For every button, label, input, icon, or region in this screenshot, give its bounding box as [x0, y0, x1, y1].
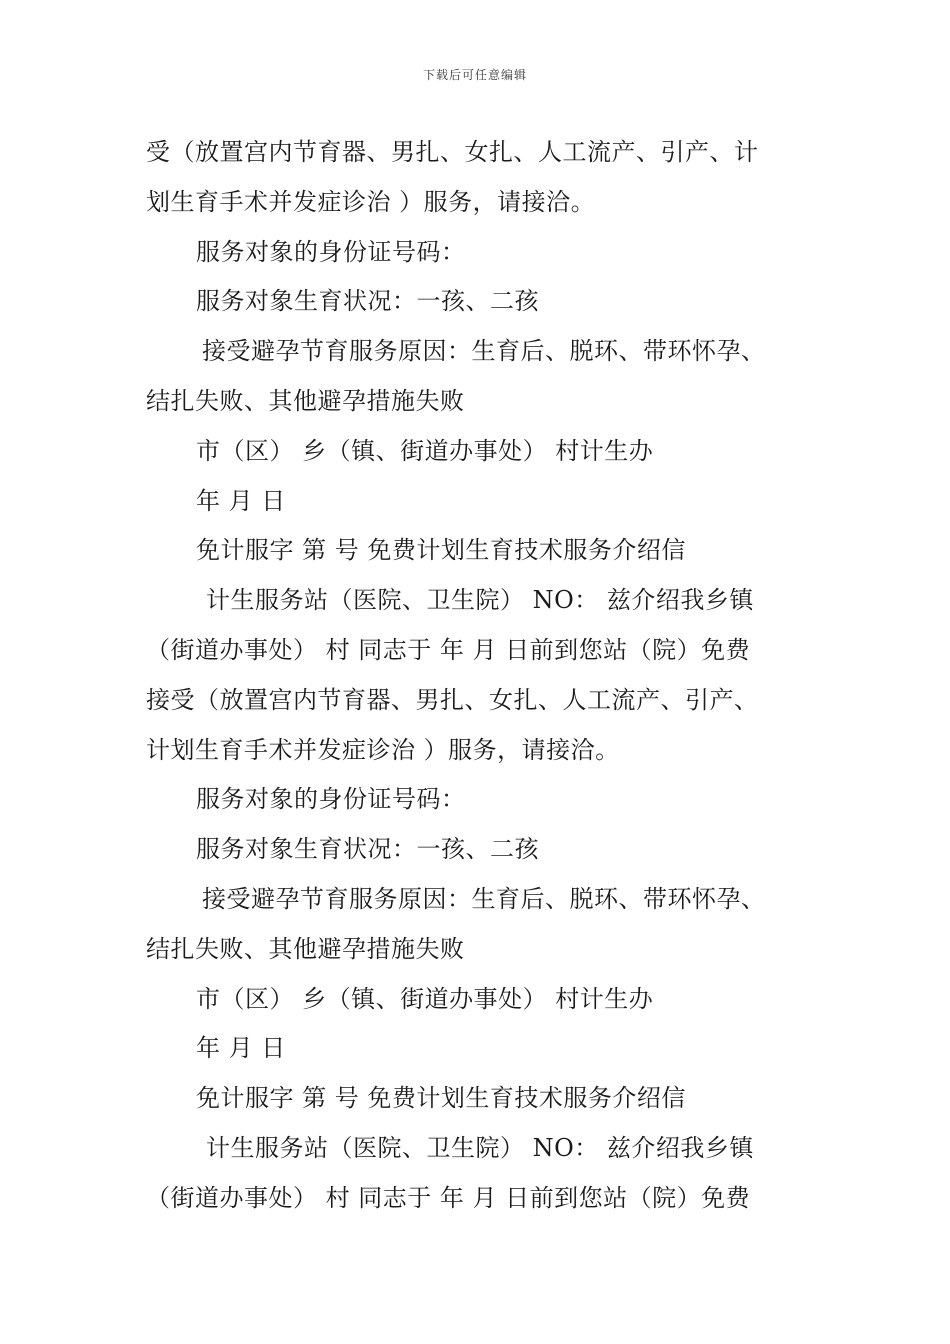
paragraph-line: 市（区） 乡（镇、街道办事处） 村计生办	[196, 984, 654, 1013]
document-body	[146, 128, 811, 1224]
paragraph-line: 结扎失败、其他避孕措施失败	[146, 386, 465, 415]
paragraph-line: 服务对象生育状况：一孩、二孩	[196, 835, 539, 864]
paragraph-line: 计生服务站（医院、卫生院） NO： 兹介绍我乡镇	[206, 586, 754, 615]
paragraph-line: 年 月 日	[196, 486, 286, 515]
paragraph-line: 结扎失败、其他避孕措施失败	[146, 934, 465, 963]
paragraph-line: 市（区） 乡（镇、街道办事处） 村计生办	[196, 436, 654, 465]
paragraph-line: 服务对象生育状况：一孩、二孩	[196, 287, 539, 316]
paragraph-line: 免计服字 第 号 免费计划生育技术服务介绍信	[196, 1084, 686, 1113]
paragraph-line: 服务对象的身份证号码：	[196, 785, 466, 814]
paragraph-line: 划生育手术并发症诊治 ）服务，请接洽。	[146, 187, 596, 216]
paragraph-line: 计生服务站（医院、卫生院） NO： 兹介绍我乡镇	[206, 1133, 754, 1162]
paragraph-line: 接受（放置宫内节育器、男扎、女扎、人工流产、引产、	[146, 685, 759, 714]
paragraph-line: 服务对象的身份证号码：	[196, 237, 466, 266]
paragraph-line: 接受避孕节育服务原因：生育后、脱环、带环怀孕、	[202, 337, 766, 366]
paragraph-line: （街道办事处） 村 同志于 年 月 日前到您站（院）免费	[146, 635, 751, 664]
paragraph-line: 年 月 日	[196, 1034, 286, 1063]
page-header-note: 下载后可任意编辑	[422, 68, 527, 82]
paragraph-line: 接受避孕节育服务原因：生育后、脱环、带环怀孕、	[202, 884, 766, 913]
paragraph-line: 免计服字 第 号 免费计划生育技术服务介绍信	[196, 536, 686, 565]
paragraph-line: 计划生育手术并发症诊治 ）服务，请接洽。	[146, 735, 620, 764]
paragraph-line: 受（放置宫内节育器、男扎、女扎、人工流产、引产、计	[146, 138, 759, 166]
paragraph-line: （街道办事处） 村 同志于 年 月 日前到您站（院）免费	[146, 1183, 751, 1212]
